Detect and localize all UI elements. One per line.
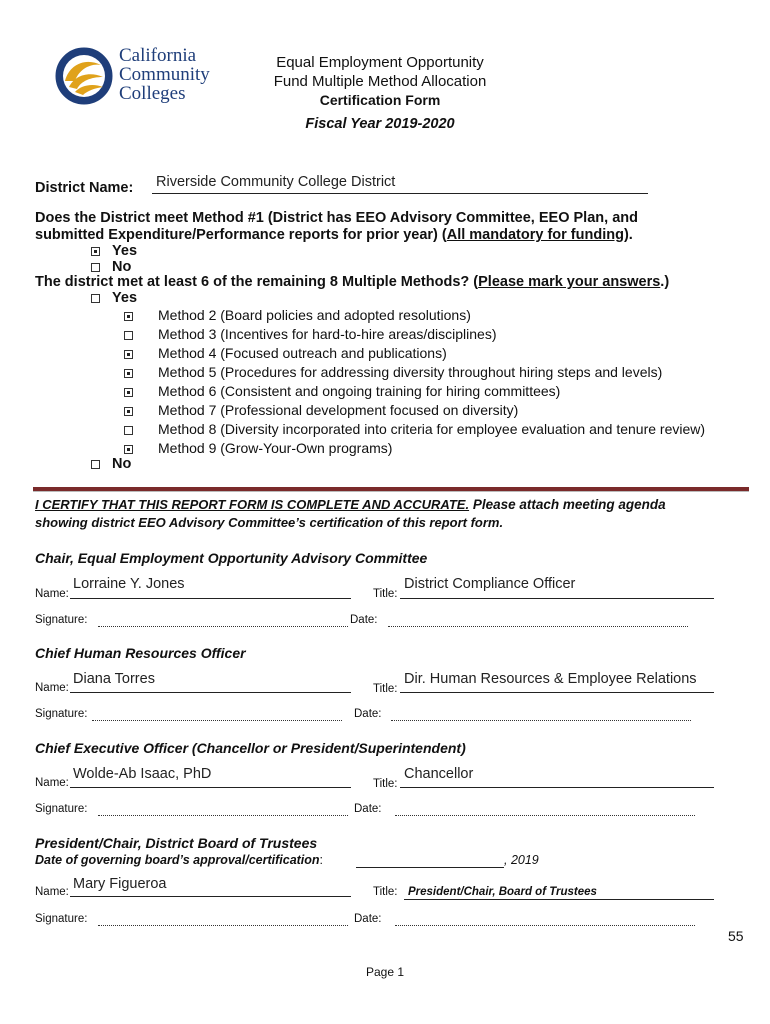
ceo-title-label: Title:	[373, 778, 398, 790]
method-item-9[interactable]	[124, 440, 393, 456]
chair-title-label: Title:	[373, 588, 398, 600]
board-name-label: Name:	[35, 886, 69, 898]
ceo-name-label: Name:	[35, 777, 69, 789]
board-date-line[interactable]	[395, 925, 695, 926]
ceo-signature-label: Signature:	[35, 803, 88, 815]
chair-date-line[interactable]	[388, 626, 688, 627]
chro-signature-label: Signature:	[35, 708, 88, 720]
ceo-date-line[interactable]	[395, 815, 695, 816]
method-5-label: Method 5 (Procedures for addressing diversity throughout hiring steps and levels)	[158, 364, 663, 380]
q1-yes-checkbox[interactable]	[91, 247, 100, 256]
board-approval-year: , 2019	[504, 853, 539, 867]
method-9-checkbox[interactable]	[124, 445, 133, 454]
chro-title-label: Title:	[373, 683, 398, 695]
q2-no-label: No	[112, 456, 132, 472]
certify-statement: I CERTIFY THAT THIS REPORT FORM IS COMPLETE AND ACCURATE.	[35, 497, 470, 512]
chro-signature-line[interactable]	[92, 720, 342, 721]
method-item-6[interactable]	[124, 383, 561, 399]
q2-yes-option[interactable]	[91, 290, 137, 306]
header-title-3: Certification Form	[319, 92, 441, 108]
chro-title-line	[400, 692, 714, 693]
chro-title-field[interactable]: Dir. Human Resources & Employee Relations	[404, 671, 697, 687]
section-divider	[33, 487, 749, 492]
certify-attach: Please attach meeting agenda	[469, 497, 666, 512]
q2-no-checkbox[interactable]	[91, 460, 100, 469]
q1-no-label: No	[112, 259, 132, 275]
q1-no-option[interactable]	[91, 259, 131, 275]
page-footer: Page 1	[366, 965, 405, 979]
chro-name-field[interactable]: Diana Torres	[73, 671, 155, 687]
q2-yes-checkbox[interactable]	[91, 294, 100, 303]
board-name-line	[70, 896, 351, 897]
certify-line1	[35, 497, 666, 512]
board-name-field[interactable]: Mary Figueroa	[73, 876, 167, 892]
chro-date-label: Date:	[354, 708, 382, 720]
board-signature-line[interactable]	[98, 925, 348, 926]
method-item-8[interactable]	[124, 421, 706, 437]
method-5-checkbox[interactable]	[124, 369, 133, 378]
district-label: District Name:	[35, 180, 134, 196]
section-heading-chro: Chief Human Resources Officer	[35, 645, 246, 661]
logo-text-3: Colleges	[119, 83, 186, 104]
method-8-label: Method 8 (Diversity incorporated into criteria for employee evaluation and tenure review)	[158, 421, 706, 437]
board-approval-row	[35, 853, 323, 867]
method-item-5[interactable]	[124, 364, 663, 380]
board-approval-label: Date of governing board’s approval/certification	[35, 853, 320, 867]
ceo-title-field[interactable]: Chancellor	[404, 766, 474, 782]
method-item-2[interactable]	[124, 307, 471, 323]
method-item-7[interactable]	[124, 402, 519, 418]
header-title-1: Equal Employment Opportunity	[276, 54, 484, 71]
q1-line2-b: ).	[623, 227, 633, 243]
q2-text-a: The district met at least 6 of the remaining 8 Multiple Methods? (	[35, 274, 479, 290]
q1-line2-a: submitted Expenditure/Performance reports for prior year) (	[35, 227, 447, 243]
chro-name-label: Name:	[35, 682, 69, 694]
ceo-date-label: Date:	[354, 803, 382, 815]
chair-date-label: Date:	[350, 614, 378, 626]
chair-signature-label: Signature:	[35, 614, 88, 626]
method-7-label: Method 7 (Professional development focused on diversity)	[158, 402, 519, 418]
college-seal-icon	[55, 47, 113, 105]
method-3-checkbox[interactable]	[124, 331, 133, 340]
board-approval-date-line[interactable]	[356, 867, 504, 868]
board-title-field[interactable]: President/Chair, Board of Trustees	[408, 886, 597, 898]
method-item-4[interactable]	[124, 345, 447, 361]
method-2-checkbox[interactable]	[124, 312, 133, 321]
board-date-label: Date:	[354, 913, 382, 925]
board-title-label: Title:	[373, 886, 398, 898]
method-8-checkbox[interactable]	[124, 426, 133, 435]
section-heading-chair: Chair, Equal Employment Opportunity Advisory Committee	[35, 550, 428, 566]
logo-text-2: Community	[119, 64, 210, 85]
method-6-label: Method 6 (Consistent and ongoing training for hiring committees)	[158, 383, 561, 399]
q1-no-checkbox[interactable]	[91, 263, 100, 272]
q1-mandatory: All mandatory for funding	[446, 227, 624, 243]
q1-yes-option[interactable]	[91, 243, 137, 259]
logo	[55, 47, 225, 105]
q1-line2	[35, 227, 633, 243]
chro-date-line[interactable]	[391, 720, 691, 721]
ceo-name-field[interactable]: Wolde-Ab Isaac, PhD	[73, 766, 212, 782]
method-9-label: Method 9 (Grow-Your-Own programs)	[158, 440, 393, 456]
method-4-label: Method 4 (Focused outreach and publications)	[158, 345, 447, 361]
q2-question	[35, 274, 669, 290]
page-number-right: 55	[728, 928, 744, 944]
method-6-checkbox[interactable]	[124, 388, 133, 397]
header-title-2: Fund Multiple Method Allocation	[273, 73, 487, 90]
q1-yes-label: Yes	[112, 243, 138, 259]
district-name-underline	[152, 193, 648, 194]
board-title-line	[404, 899, 714, 900]
method-4-checkbox[interactable]	[124, 350, 133, 359]
chair-title-line	[400, 598, 714, 599]
certify-line2: showing district EEO Advisory Committee’s certification of this report form.	[35, 515, 504, 530]
section-heading-board: President/Chair, District Board of Trustees	[35, 835, 318, 851]
chair-name-line	[70, 598, 351, 599]
chair-signature-line[interactable]	[98, 626, 348, 627]
method-item-3[interactable]	[124, 326, 497, 342]
q1-line1: Does the District meet Method #1 (District has EEO Advisory Committee, EEO Plan, and	[35, 210, 638, 226]
q2-yes-label: Yes	[112, 290, 138, 306]
chro-name-line	[70, 692, 351, 693]
chair-name-field[interactable]: Lorraine Y. Jones	[73, 576, 185, 592]
chair-name-label: Name:	[35, 588, 69, 600]
q2-text-b: .)	[660, 274, 670, 290]
chair-title-field[interactable]: District Compliance Officer	[404, 576, 576, 592]
q2-mark-answers: Please mark your answers	[478, 274, 661, 290]
board-approval-colon: :	[319, 853, 324, 867]
method-3-label: Method 3 (Incentives for hard-to-hire areas/disciplines)	[158, 326, 497, 342]
section-heading-ceo: Chief Executive Officer (Chancellor or President/Superintendent)	[35, 740, 466, 756]
ceo-name-line	[70, 787, 351, 788]
method-2-label: Method 2 (Board policies and adopted resolutions)	[158, 307, 471, 323]
district-name-field[interactable]: Riverside Community College District	[156, 174, 396, 190]
q2-no-option[interactable]	[91, 456, 131, 472]
logo-text-1: California	[119, 45, 197, 66]
fiscal-year: Fiscal Year 2019-2020	[305, 116, 455, 132]
board-signature-label: Signature:	[35, 913, 88, 925]
method-7-checkbox[interactable]	[124, 407, 133, 416]
ceo-title-line	[400, 787, 714, 788]
ceo-signature-line[interactable]	[98, 815, 348, 816]
